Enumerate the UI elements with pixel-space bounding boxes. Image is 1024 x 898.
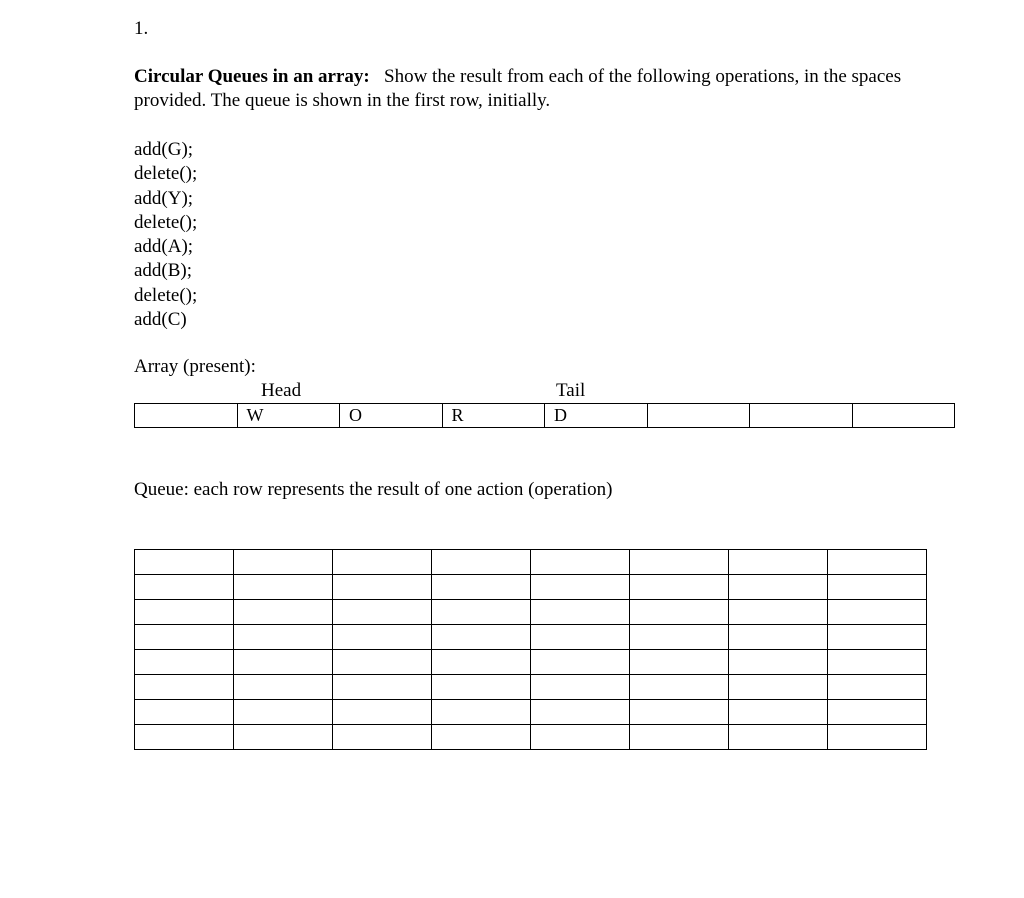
- queue-cell: [729, 650, 828, 675]
- queue-cell: [432, 575, 531, 600]
- queue-cell: [531, 700, 630, 725]
- tail-label: Tail: [556, 380, 586, 401]
- array-cell: [135, 404, 238, 428]
- queue-cell: [531, 650, 630, 675]
- queue-cell: [135, 625, 234, 650]
- array-cell: O: [340, 404, 443, 428]
- queue-cell: [630, 550, 729, 575]
- queue-cell: [432, 700, 531, 725]
- intro-title: Circular Queues in an array:: [134, 66, 370, 87]
- queue-row: [135, 575, 927, 600]
- queue-cell: [234, 675, 333, 700]
- operation-item: add(Y);: [134, 187, 194, 209]
- queue-label: Queue: each row represents the result of one action (operation): [134, 479, 613, 500]
- queue-cell: [729, 600, 828, 625]
- queue-cell: [432, 650, 531, 675]
- queue-row: [135, 725, 927, 750]
- array-row: [135, 404, 955, 428]
- queue-cell: [531, 625, 630, 650]
- operation-item: add(B);: [134, 260, 193, 282]
- queue-cell: [432, 725, 531, 750]
- queue-cell: [333, 725, 432, 750]
- queue-cell: [531, 725, 630, 750]
- question-number: 1.: [134, 18, 149, 39]
- head-label: Head: [261, 380, 302, 401]
- queue-cell: [135, 650, 234, 675]
- queue-cell: [828, 550, 927, 575]
- queue-cell: [531, 575, 630, 600]
- queue-cell: [630, 575, 729, 600]
- queue-row: [135, 675, 927, 700]
- queue-cell: [630, 700, 729, 725]
- queue-cell: [729, 675, 828, 700]
- queue-cell: [234, 600, 333, 625]
- operation-item: add(A);: [134, 236, 194, 258]
- queue-cell: [432, 550, 531, 575]
- operation-item: delete();: [134, 284, 198, 306]
- queue-cell: [828, 675, 927, 700]
- queue-cell: [630, 600, 729, 625]
- queue-cell: [333, 575, 432, 600]
- array-cell: [750, 404, 853, 428]
- queue-cell: [135, 675, 234, 700]
- queue-cell: [828, 625, 927, 650]
- queue-cell: [630, 650, 729, 675]
- queue-cell: [234, 700, 333, 725]
- operations-list: [134, 138, 197, 332]
- array-cell: D: [545, 404, 648, 428]
- array-table: [134, 403, 955, 428]
- queue-cell: [630, 725, 729, 750]
- array-cell: W: [237, 404, 340, 428]
- intro-paragraph: [134, 65, 954, 113]
- queue-cell: [630, 625, 729, 650]
- intro-text: Show the result from each of the following operations, in the spaces provided. The queue is shown in the first row, initially.: [134, 66, 902, 111]
- queue-row: [135, 600, 927, 625]
- queue-cell: [135, 725, 234, 750]
- queue-cell: [828, 700, 927, 725]
- queue-cell: [729, 725, 828, 750]
- array-cell: R: [442, 404, 545, 428]
- queue-cell: [234, 650, 333, 675]
- queue-cell: [333, 650, 432, 675]
- queue-cell: [630, 675, 729, 700]
- operation-item: delete();: [134, 163, 198, 185]
- queue-cell: [432, 625, 531, 650]
- queue-cell: [729, 550, 828, 575]
- queue-row: [135, 700, 927, 725]
- operation-item: add(C): [134, 309, 187, 331]
- queue-cell: [333, 700, 432, 725]
- queue-table: [134, 549, 927, 750]
- queue-row: [135, 550, 927, 575]
- queue-cell: [234, 625, 333, 650]
- queue-cell: [135, 575, 234, 600]
- queue-cell: [333, 625, 432, 650]
- queue-cell: [333, 675, 432, 700]
- array-label: Array (present):: [134, 356, 256, 377]
- queue-row: [135, 650, 927, 675]
- queue-cell: [531, 550, 630, 575]
- queue-cell: [828, 575, 927, 600]
- queue-cell: [432, 675, 531, 700]
- queue-cell: [729, 700, 828, 725]
- queue-cell: [234, 725, 333, 750]
- queue-cell: [828, 725, 927, 750]
- queue-cell: [333, 550, 432, 575]
- array-cell: [852, 404, 955, 428]
- queue-cell: [729, 575, 828, 600]
- queue-cell: [531, 600, 630, 625]
- queue-cell: [729, 625, 828, 650]
- array-cell: [647, 404, 750, 428]
- operation-item: delete();: [134, 211, 198, 233]
- queue-cell: [828, 600, 927, 625]
- queue-cell: [432, 600, 531, 625]
- queue-cell: [135, 550, 234, 575]
- queue-cell: [135, 600, 234, 625]
- queue-cell: [828, 650, 927, 675]
- queue-cell: [135, 700, 234, 725]
- queue-cell: [234, 550, 333, 575]
- queue-cell: [234, 575, 333, 600]
- queue-cell: [531, 675, 630, 700]
- queue-row: [135, 625, 927, 650]
- queue-cell: [333, 600, 432, 625]
- operation-item: add(G);: [134, 139, 194, 160]
